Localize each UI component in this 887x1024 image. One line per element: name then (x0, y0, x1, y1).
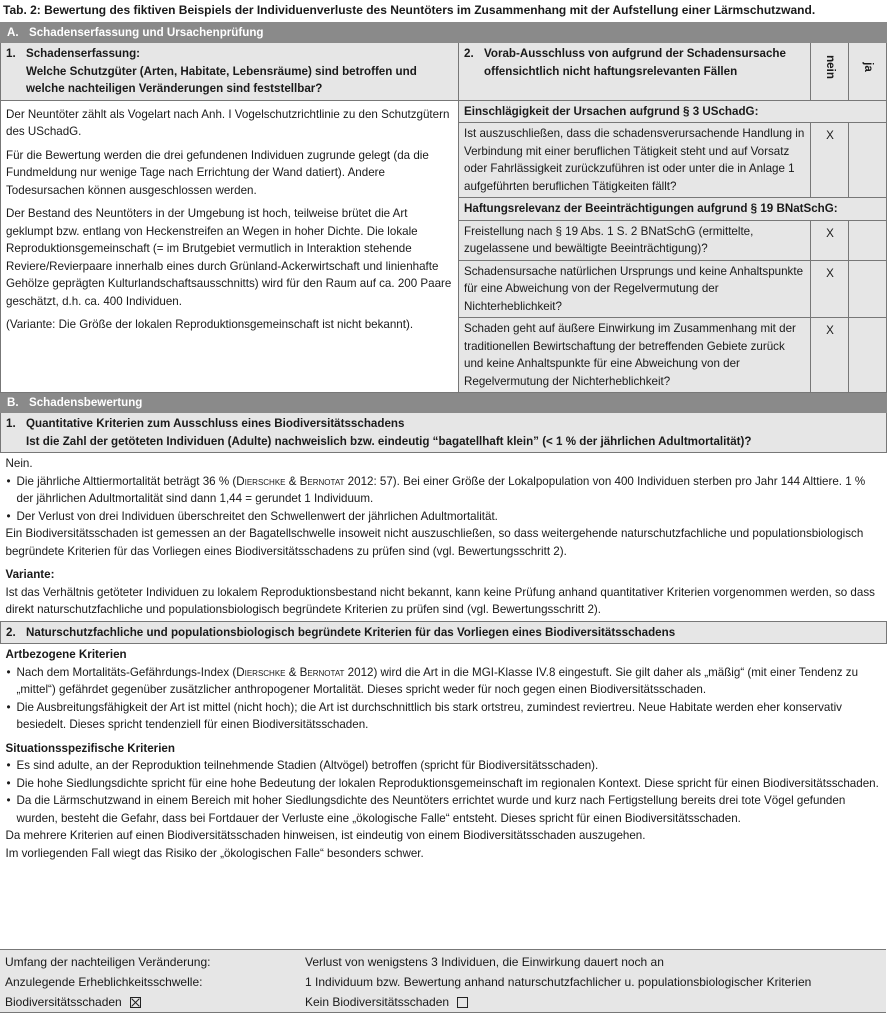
column-nein: nein (811, 43, 849, 101)
section-a-body-row (1, 100, 887, 123)
list-item: • Die Ausbreitungsfähigkeit der Art ist mittel (nicht hoch); die Art ist durchschnittlich bis stark ortstreu, zumindest reviertreu. Neue Habitate werden eher konservativ besiedelt. Dieses spricht tendenziell für einen Biodiversitätsschaden. (6, 699, 883, 734)
no-biodiversity-damage-option: Kein Biodiversitätsschaden (305, 992, 811, 1012)
nein-mark: X (811, 220, 849, 260)
damage-assessment-heading: 1. Schadenserfassung: Welche Schutzgüter (Arten, Habitate, Lebensräume) sind betroffen und welche nachteiligen Veränderungen sind feststellbar? (1, 43, 459, 101)
nein-mark: X (811, 123, 849, 198)
ja-mark (849, 220, 887, 260)
qualitative-criteria-heading: 2. Naturschutzfachliche und populationsbiologisch begründete Kriterien für das Vorliegen eines Biodiversitätsschadens (1, 621, 887, 644)
list-item: • Da die Lärmschutzwand in einem Bereich mit hoher Siedlungsdichte des Neuntöters errichtet wurde und kurz nach Fertigstellung bereits drei tote Vögel gefunden wurden, besteht die Gefahr, dass bei Fortdauer der Verluste eine „ökologische Falle“ entsteht. Dieses spricht für einen Biodiversitätsschaden. (6, 792, 883, 827)
criteria-text: Freistellung nach § 19 Abs. 1 S. 2 BNatSchG (ermittelte, zugelassene und bewältigte Beeinträchtigung)? (459, 220, 811, 260)
section-b-header: B. Schadensbewertung (1, 393, 887, 413)
quantitative-body-row (1, 453, 887, 622)
summary-footer (0, 949, 886, 1013)
table-caption: Tab. 2: Bewertung des fiktiven Beispiels der Individuenverluste des Neuntöters im Zusammenhang mit der Aufstellung einer Lärmschutzwand. (3, 3, 816, 17)
nein-mark: X (811, 318, 849, 393)
qualitative-heading-row (1, 621, 887, 644)
biodiversity-damage-option: Biodiversitätsschaden (5, 992, 210, 1012)
ja-mark (849, 318, 887, 393)
ja-mark (849, 260, 887, 318)
damage-assessment-text: Der Neuntöter zählt als Vogelart nach Anh. I Vogelschutzrichtlinie zu den Schutzgütern des USchadG. Für die Bewertung werden die drei gefundenen Individuen zugrunde gelegt (da die Fundmeldung nur wenige Tage nach Errichtung der Wand datiert). Andere Todesursachen können ausgeschlossen werden. Der Bestand des Neuntöters in der Umgebung ist hoch, teilweise brütet die Art geklumpt bzw. entlang von Heckenstreifen an Wegen in hoher Dichte. Die lokale Reproduktionsgemeinschaft (= im Brutgebiet vermutlich in Interaktion stehende Reviere/Revierpaare innerhalb eines durch Grünland-Ackerwirtschaft und linienhafte Gehölze geprägten Kulturlandschaftsausschnitts) wird für den Raum auf ca. 200 Paare geschätzt, d.h. ca. 400 Individuen. (Variante: Die Größe der lokalen Reproduktionsgemeinschaft ist nicht bekannt). (1, 100, 459, 393)
quantitative-criteria-heading: 1. Quantitative Kriterien zum Ausschluss eines Biodiversitätsschadens Ist die Zahl der getöteten Individuen (Adulte) nachweislich bzw. eindeutig “bagatellhaft klein” (< 1 % der jährlichen Adultmortalität)? (1, 413, 887, 453)
species-criteria-list (6, 664, 883, 734)
criteria-text: Schadensursache natürlichen Ursprungs und keine Anhaltspunkte für eine Abweichung von der Regelvermutung der Nichterheblichkeit? (459, 260, 811, 318)
quantitative-heading-row (1, 413, 887, 453)
list-item: • Die hohe Siedlungsdichte spricht für eine hohe Bedeutung der lokalen Reproduktionsgemeinschaft im regionalen Kontext. Diese spricht für einen Biodiversitätsschaden. (6, 775, 883, 793)
qualitative-body-row (1, 644, 887, 865)
section-b-header-row (1, 393, 887, 413)
group1-heading: Einschlägigkeit der Ursachen aufgrund § 3 USchadG: (459, 100, 887, 123)
criteria-text: Ist auszuschließen, dass die schadensverursachende Handlung in Verbindung mit einer beruflichen Tätigkeit steht und auf Vorsatz oder Fahrlässigkeit zurückzuführen ist oder unter die in Anlage 1 aufgeführten beruflichen Tätigkeiten fällt? (459, 123, 811, 198)
quantitative-bullets (6, 473, 883, 526)
footer-labels: Umfang der nachteiligen Veränderung: Anzulegende Erheblichkeitsschwelle: Biodiversitätsschaden (5, 952, 210, 1012)
situation-criteria-list (6, 757, 883, 827)
footer-values: Verlust von wenigstens 3 Individuen, die Einwirkung dauert noch an 1 Individuum bzw. Bewertung anhand naturschutzfachlicher u. populationsbiologischer Kriterien Kein Biodiversitätsschaden (305, 952, 811, 1012)
list-item: • Der Verlust von drei Individuen überschreitet den Schwellenwert der jährlichen Adultmortalität. (6, 508, 883, 526)
criteria-text: Schaden geht auf äußere Einwirkung im Zusammenhang mit der traditionellen Bewirtschaftung der betreffenden Gebiete zurück und keine Anhaltspunkte für eine Abweichung von der Regelvermutung der Nichterheblichkeit? (459, 318, 811, 393)
list-item: • Nach dem Mortalitäts-Gefährdungs-Index (Dierschke & Bernotat 2012) wird die Art in die MGI-Klasse IV.8 eingestuft. Sie gilt daher als „mäßig“ (mit einer Tendenz zu „mittel“) gefährdet gegenüber zusätzlicher anthropogener Mortalität. Dieses spricht weder für noch gegen einen Biodiversitätsschaden. (6, 664, 883, 699)
list-item: • Die jährliche Alttiermortalität beträgt 36 % (Dierschke & Bernotat 2012: 57). Bei einer Größe der Lokalpopulation von 400 Individuen sterben pro Jahr 144 Alttiere. 1 % der jährlichen Adultmortalität sind dann 1,44 = gerundet 1 Individuum. (6, 473, 883, 508)
unchecked-checkbox-icon[interactable] (457, 997, 468, 1008)
section-a-subheader-row (1, 43, 887, 101)
column-ja: ja (849, 43, 887, 101)
list-item: • Es sind adulte, an der Reproduktion teilnehmende Stadien (Altvögel) betroffen (spricht für Biodiversitätsschaden). (6, 757, 883, 775)
nein-mark: X (811, 260, 849, 318)
qualitative-criteria-text: Artbezogene Kriterien • Nach dem Mortalitäts-Gefährdungs-Index (Dierschke & Bernotat 2012) wird die Art in die MGI-Klasse IV.8 eingestuft. Sie gilt daher als „mäßig“ (mit einer Tendenz zu „mittel“) gefährdet gegenüber zusätzlicher anthropogener Mortalität. Dieses spricht weder für noch gegen einen Biodiversitätsschaden. • Die Ausbreitungsfähigkeit der Art ist mittel (nicht hoch); die Art ist durchschnittlich bis stark ortstreu, zumindest reviertreu. Neue Habitate werden eher konservativ besiedelt. Dieses spricht tendenziell für einen Biodiversitätsschaden. Situationsspezifische Kriterien • Es sind adulte, an der Reproduktion teilnehmende Stadien (Altvögel) betroffen (spricht für Biodiversitätsschaden). • Die hohe Siedlungsdichte spricht für eine hohe Bedeutung der lokalen Reproduktionsgemeinschaft im regionalen Kontext. Diese spricht für einen Biodiversitätsschaden. • Da die Lärmschutzwand in einem Bereich mit hoher Siedlungsdichte des Neuntöters errichtet wurde und kurz nach Fertigstellung bereits drei tote Vögel gefunden wurden, besteht die Gefahr, dass bei Fortdauer der Verluste eine „ökologische Falle“ entsteht. Dieses spricht für einen Biodiversitätsschaden. Da mehrere Kriterien auf einen Biodiversitätsschaden hinweisen, ist eindeutig von einem Biodiversitätsschaden auszugehen. Im vorliegenden Fall wiegt das Risiko der „ökologischen Falle“ besonders schwer. (1, 644, 887, 865)
group2-heading: Haftungsrelevanz der Beeinträchtigungen aufgrund § 19 BNatSchG: (459, 198, 887, 221)
section-a-header: A. Schadenserfassung und Ursachenprüfung (1, 23, 887, 43)
pre-exclusion-heading: 2. Vorab-Ausschluss von aufgrund der Schadensursache offensichtlich nicht haftungsrelevanten Fällen (459, 43, 811, 101)
checked-checkbox-icon[interactable] (130, 997, 141, 1008)
quantitative-criteria-text: Nein. • Die jährliche Alttiermortalität beträgt 36 % (Dierschke & Bernotat 2012: 57). Bei einer Größe der Lokalpopulation von 400 Individuen sterben pro Jahr 144 Alttiere. 1 % der jährlichen Adultmortalität sind dann 1,44 = gerundet 1 Individuum. • Der Verlust von drei Individuen überschreitet den Schwellenwert der jährlichen Adultmortalität. Ein Biodiversitätsschaden ist gemessen an der Bagatellschwelle insoweit nicht auszuschließen, so dass weitergehende naturschutzfachliche und populationsbiologisch begründete Kriterien für das Vorliegen eines Biodiversitätsschadens zu prüfen sind (vgl. Bewertungsschritt 2). Variante: Ist das Verhältnis getöteter Individuen zu lokalem Reproduktionsbestand nicht bekannt, kann keine Prüfung anhand quantitativer Kriterien vorgenommen werden, so dass direkt naturschutzfachliche und populationsbiologisch begründete Kriterien zu prüfen sind (vgl. Bewertungsschritt 2). (1, 453, 887, 622)
section-a-header-row (1, 23, 887, 43)
assessment-table (0, 22, 887, 864)
ja-mark (849, 123, 887, 198)
